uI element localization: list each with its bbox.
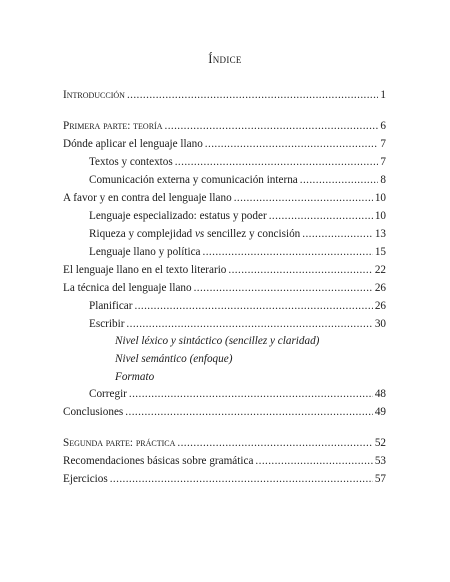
toc-entry-label: Planificar [89,300,133,312]
toc-entry-page: 8 [380,174,386,186]
toc-entry-label: La técnica del lenguaje llano [63,282,192,294]
dot-leader [110,472,373,486]
dot-leader [300,173,379,187]
toc-entry-planificar[interactable] [89,299,386,313]
toc-entry-lenguaje-especializado[interactable] [89,209,386,223]
toc-entry-texto-literario[interactable] [63,263,386,277]
toc-entry-nivel-semantico[interactable] [115,352,386,366]
toc-entry-textos-contextos[interactable] [89,155,386,169]
toc-entry-page: 7 [380,156,386,168]
dot-leader [126,317,372,331]
toc-entry-label: Recomendaciones básicas sobre gramática [63,455,254,467]
toc-entry-page: 10 [374,192,386,204]
dot-leader [205,137,379,151]
toc-entry-page: 6 [380,120,386,132]
toc-entry-segunda-parte[interactable] [63,436,386,450]
toc-entry-conclusiones[interactable] [63,405,386,419]
toc-entry-nivel-lexico[interactable] [115,334,386,348]
toc-entry-page: 52 [374,437,386,449]
toc-entry-page: 13 [374,228,386,240]
toc-entry-introduccion[interactable] [63,88,386,102]
toc-entry-page: 1 [380,89,386,101]
toc-entry-formato[interactable] [115,370,386,384]
toc-entry-donde-aplicar[interactable] [63,137,386,151]
toc-entry-page: 7 [380,138,386,150]
toc-entry-label: Corregir [89,388,127,400]
toc-entry-primera-parte[interactable] [63,119,386,133]
toc-entry-label: A favor y en contra del lenguaje llano [63,192,232,204]
dot-leader [302,227,373,241]
dot-leader [129,387,373,401]
dot-leader [269,209,373,223]
toc-entry-page: 30 [374,318,386,330]
toc-entry-page: 49 [374,406,386,418]
dot-leader [203,245,373,259]
toc-entry-politica[interactable] [89,245,386,259]
toc-entry-label: Comunicación externa y comunicación interna [89,174,298,186]
toc-entry-corregir[interactable] [89,387,386,401]
toc-entry-label: Formato [115,371,155,383]
dot-leader [177,436,372,450]
toc-entry-label: Textos y contextos [89,156,173,168]
toc-entry-label: Segunda parte: práctica [63,437,176,449]
toc-entry-label: Introducción [63,89,125,101]
toc-entry-recomendaciones[interactable] [63,454,386,468]
toc-entry-page: 57 [374,473,386,485]
toc-entry-label: Lenguaje llano y política [89,246,201,258]
dot-leader [127,88,378,102]
dot-leader [135,299,373,313]
toc-entry-page: 15 [374,246,386,258]
toc-entry-riqueza[interactable] [89,227,386,241]
toc-entry-ejercicios[interactable] [63,472,386,486]
toc-entry-page: 53 [374,455,386,467]
toc-entry-page: 26 [374,282,386,294]
toc-entry-page: 10 [374,210,386,222]
toc-entry-label: Riqueza y complejidad vs sencillez y concisión [89,228,301,240]
toc-entry-label: Escribir [89,318,125,330]
toc-entry-a-favor[interactable] [63,191,386,205]
page-title: Índice [208,52,242,66]
dot-leader [165,119,379,133]
toc-entry-page: 22 [374,264,386,276]
toc-entry-page: 48 [374,388,386,400]
toc-entry-page: 26 [374,300,386,312]
toc-entry-label: Conclusiones [63,406,124,418]
toc-entry-label: Nivel semántico (enfoque) [115,353,233,365]
dot-leader [234,191,373,205]
toc-entry-label: Primera parte: teoría [63,120,163,132]
toc-entry-label: Nivel léxico y sintáctico (sencillez y claridad) [115,335,320,347]
toc-entry-label: Lenguaje especializado: estatus y poder [89,210,267,222]
toc-entry-escribir[interactable] [89,317,386,331]
toc-entry-label: Dónde aplicar el lenguaje llano [63,138,203,150]
dot-leader [175,155,379,169]
dot-leader [194,281,373,295]
dot-leader [255,454,372,468]
dot-leader [228,263,372,277]
toc-entry-label: El lenguaje llano en el texto literario [63,264,227,276]
toc-entry-tecnica[interactable] [63,281,386,295]
dot-leader [125,405,373,419]
toc-entry-comunicacion[interactable] [89,173,386,187]
toc-entry-label: Ejercicios [63,473,108,485]
